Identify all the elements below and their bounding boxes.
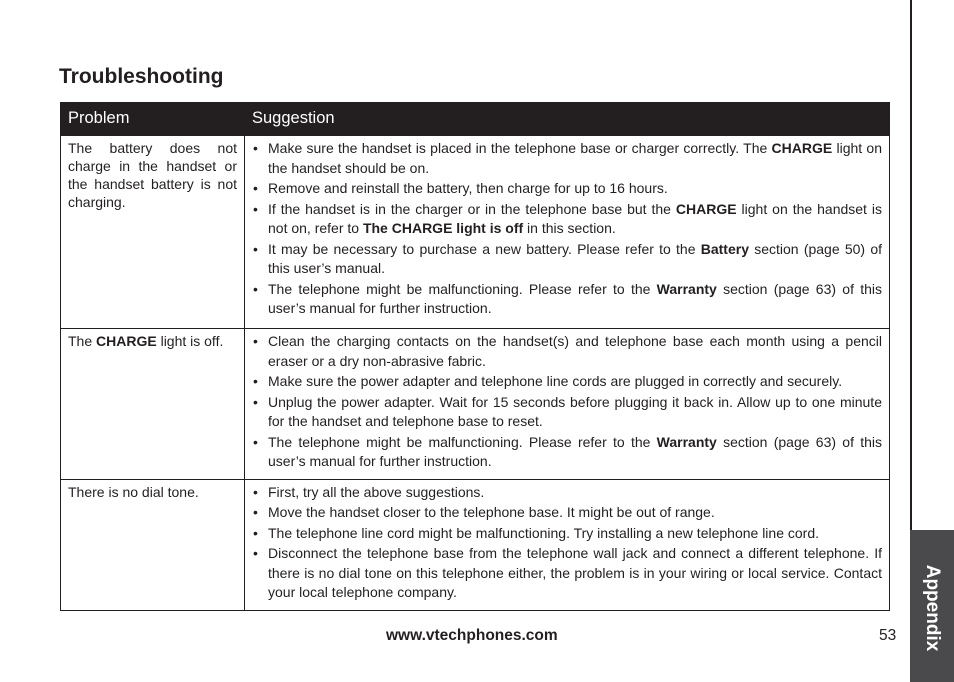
suggestion-list: [252, 139, 882, 319]
suggestion-item: • Make sure the handset is placed in the telephone base or charger correctly. The CHARGE light on the handset should be on.: [252, 139, 882, 178]
table-header-row: [61, 103, 890, 136]
margin-rule: [910, 0, 912, 530]
suggestion-item: • The telephone might be malfunctioning. Please refer to the Warranty section (page 63) of this user’s manual for further instruction.: [252, 433, 882, 472]
suggestion-list: [252, 483, 882, 603]
footer-url: www.vtechphones.com: [386, 627, 558, 644]
page-title: Troubleshooting: [59, 65, 224, 88]
troubleshooting-table: [60, 102, 890, 611]
bold-term: Warranty: [656, 433, 717, 450]
suggestion-item: • Unplug the power adapter. Wait for 15 seconds before plugging it back in. Allow up to one minute for the handset and telephone base to reset.: [252, 393, 882, 432]
problem-cell: The CHARGE light is off.: [61, 329, 245, 480]
table-row: [61, 479, 890, 610]
suggestion-item: • Disconnect the telephone base from the telephone wall jack and connect a different telephone. If there is no dial tone on this telephone either, the problem is in your wiring or local service. Contact your local telephone company.: [252, 544, 882, 603]
bold-term: CHARGE: [771, 140, 833, 156]
problem-cell: [61, 136, 245, 329]
suggestion-item: • Clean the charging contacts on the handset(s) and telephone base each month using a pencil eraser or a dry non-abrasive fabric.: [252, 332, 882, 371]
header-problem: Problem: [61, 103, 245, 136]
suggestion-item: • If the handset is in the charger or in the telephone base but the CHARGE light on the handset is not on, refer to The CHARGE light is off in this section.: [252, 200, 882, 239]
bold-term: Battery: [700, 240, 749, 257]
suggestion-item: • It may be necessary to purchase a new battery. Please refer to the Battery section (page 50) of this user’s manual.: [252, 240, 882, 279]
suggestion-item: • First, try all the above suggestions.: [252, 483, 882, 503]
appendix-tab: [910, 530, 954, 682]
bold-term: Warranty: [656, 280, 717, 297]
appendix-tab-label: Appendix: [922, 564, 943, 652]
problem-text: The battery does not charge in the handset or the handset battery is not charging.: [68, 140, 237, 210]
table-row: [61, 136, 890, 329]
bold-term: CHARGE: [96, 333, 157, 349]
bold-term: CHARGE: [675, 200, 737, 217]
suggestion-item: • Remove and reinstall the battery, then charge for up to 16 hours.: [252, 179, 882, 199]
bold-term: The CHARGE light is off: [362, 220, 524, 236]
suggestion-item: • Move the handset closer to the telephone base. It might be out of range.: [252, 503, 882, 523]
table-row: [61, 329, 890, 480]
suggestion-cell: [245, 329, 890, 480]
suggestion-item: • The telephone line cord might be malfunctioning. Try installing a new telephone line cord.: [252, 524, 882, 544]
problem-cell: [61, 479, 245, 610]
suggestion-cell: [245, 136, 890, 329]
page-number: 53: [879, 627, 897, 644]
suggestion-item: • Make sure the power adapter and telephone line cords are plugged in correctly and securely.: [252, 372, 882, 392]
suggestion-list: [252, 332, 882, 472]
problem-text: There is no dial tone.: [68, 483, 199, 500]
suggestion-cell: [245, 479, 890, 610]
suggestion-item: • The telephone might be malfunctioning. Please refer to the Warranty section (page 63) of this user’s manual for further instruction.: [252, 280, 882, 319]
header-suggestion: Suggestion: [245, 103, 890, 136]
